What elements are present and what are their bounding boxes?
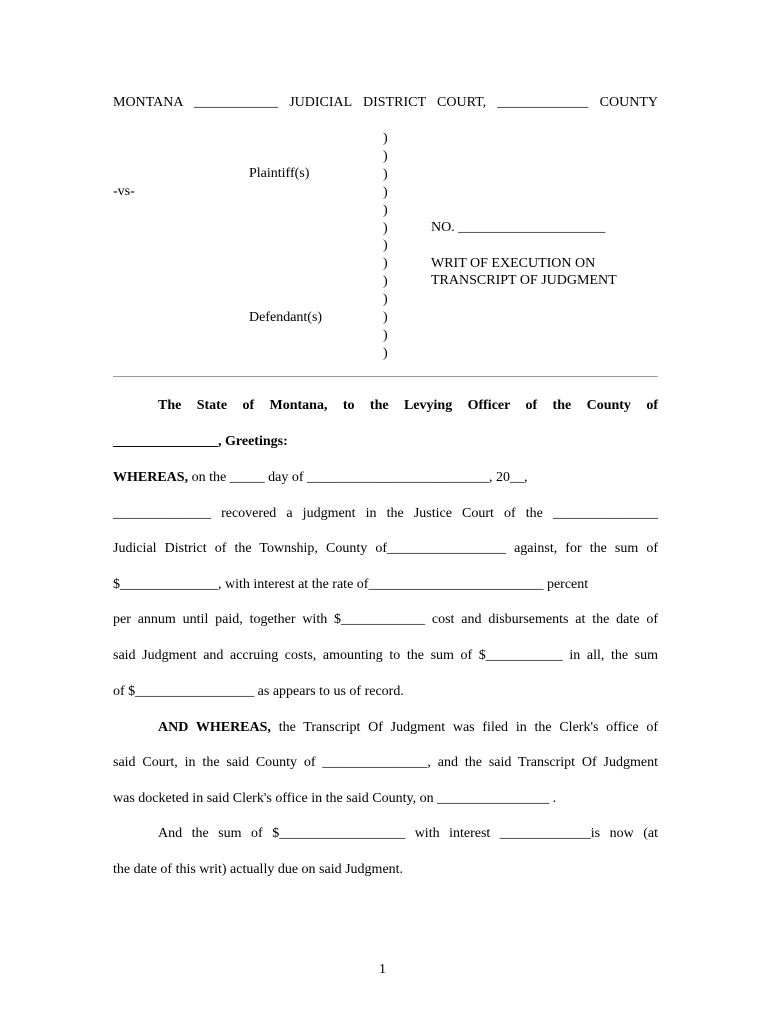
whereas-line3: Judicial District of the Township, County of_________________ against, for the sum of [113,541,658,556]
whereas-line7: of $_________________ as appears to us of record. [113,684,404,699]
sum-due-line2: the date of this writ) actually due on said Judgment. [113,862,404,877]
whereas-line5: per annum until paid, together with $____________ cost and disbursements at the date of [113,612,658,627]
whereas-text: on the _____ day of __________________________, 20__, [188,470,528,485]
salutation-line1: The State of Montana, to the Levying Officer of the County of [158,398,658,413]
paren: ) [383,202,388,218]
caption-divider [113,376,658,377]
case-number: NO. _____________________ [431,220,606,235]
page-number: 1 [379,962,386,977]
whereas-heading: WHEREAS, [113,470,189,485]
paren: ) [383,274,388,290]
paren: ) [383,345,388,361]
defendant-label: Defendant(s) [249,310,323,325]
and-whereas-text: the Transcript Of Judgment was filed in the Clerk's office of [270,720,658,735]
paren: ) [383,220,388,236]
court-header: MONTANA ____________ JUDICIAL DISTRICT COURT, _____________ COUNTY [113,95,658,110]
versus-label: -vs- [113,184,135,199]
paren: ) [383,238,388,254]
paren: ) [383,310,388,326]
and-whereas-heading: AND WHEREAS, [158,720,271,735]
whereas-line4: $______________, with interest at the rate of_________________________ percent [113,577,589,592]
sum-due-line1: And the sum of $__________________ with interest _____________is now (at [158,826,658,841]
paren: ) [383,166,388,182]
paren: ) [383,292,388,308]
paren: ) [383,327,388,343]
paren: ) [383,256,388,272]
paren: ) [383,184,388,200]
salutation-line2: _______________, Greetings: [113,434,288,449]
whereas-line2: ______________ recovered a judgment in the Justice Court of the _______________ [113,506,658,521]
document-title-line1: WRIT OF EXECUTION ON [431,256,596,271]
paren: ) [383,131,388,146]
whereas-line6: said Judgment and accruing costs, amounting to the sum of $___________ in all, the sum [113,648,658,663]
plaintiff-label: Plaintiff(s) [249,166,310,181]
and-whereas-line1 [158,720,658,736]
document-title-line2: TRANSCRIPT OF JUDGMENT [431,273,617,288]
whereas-line1 [113,470,528,486]
and-whereas-line3: was docketed in said Clerk's office in the said County, on ________________ . [113,791,557,806]
and-whereas-line2: said Court, in the said County of _______________, and the said Transcript Of Judgment [113,755,658,770]
paren: ) [383,148,388,164]
caption-parentheses [383,130,388,363]
